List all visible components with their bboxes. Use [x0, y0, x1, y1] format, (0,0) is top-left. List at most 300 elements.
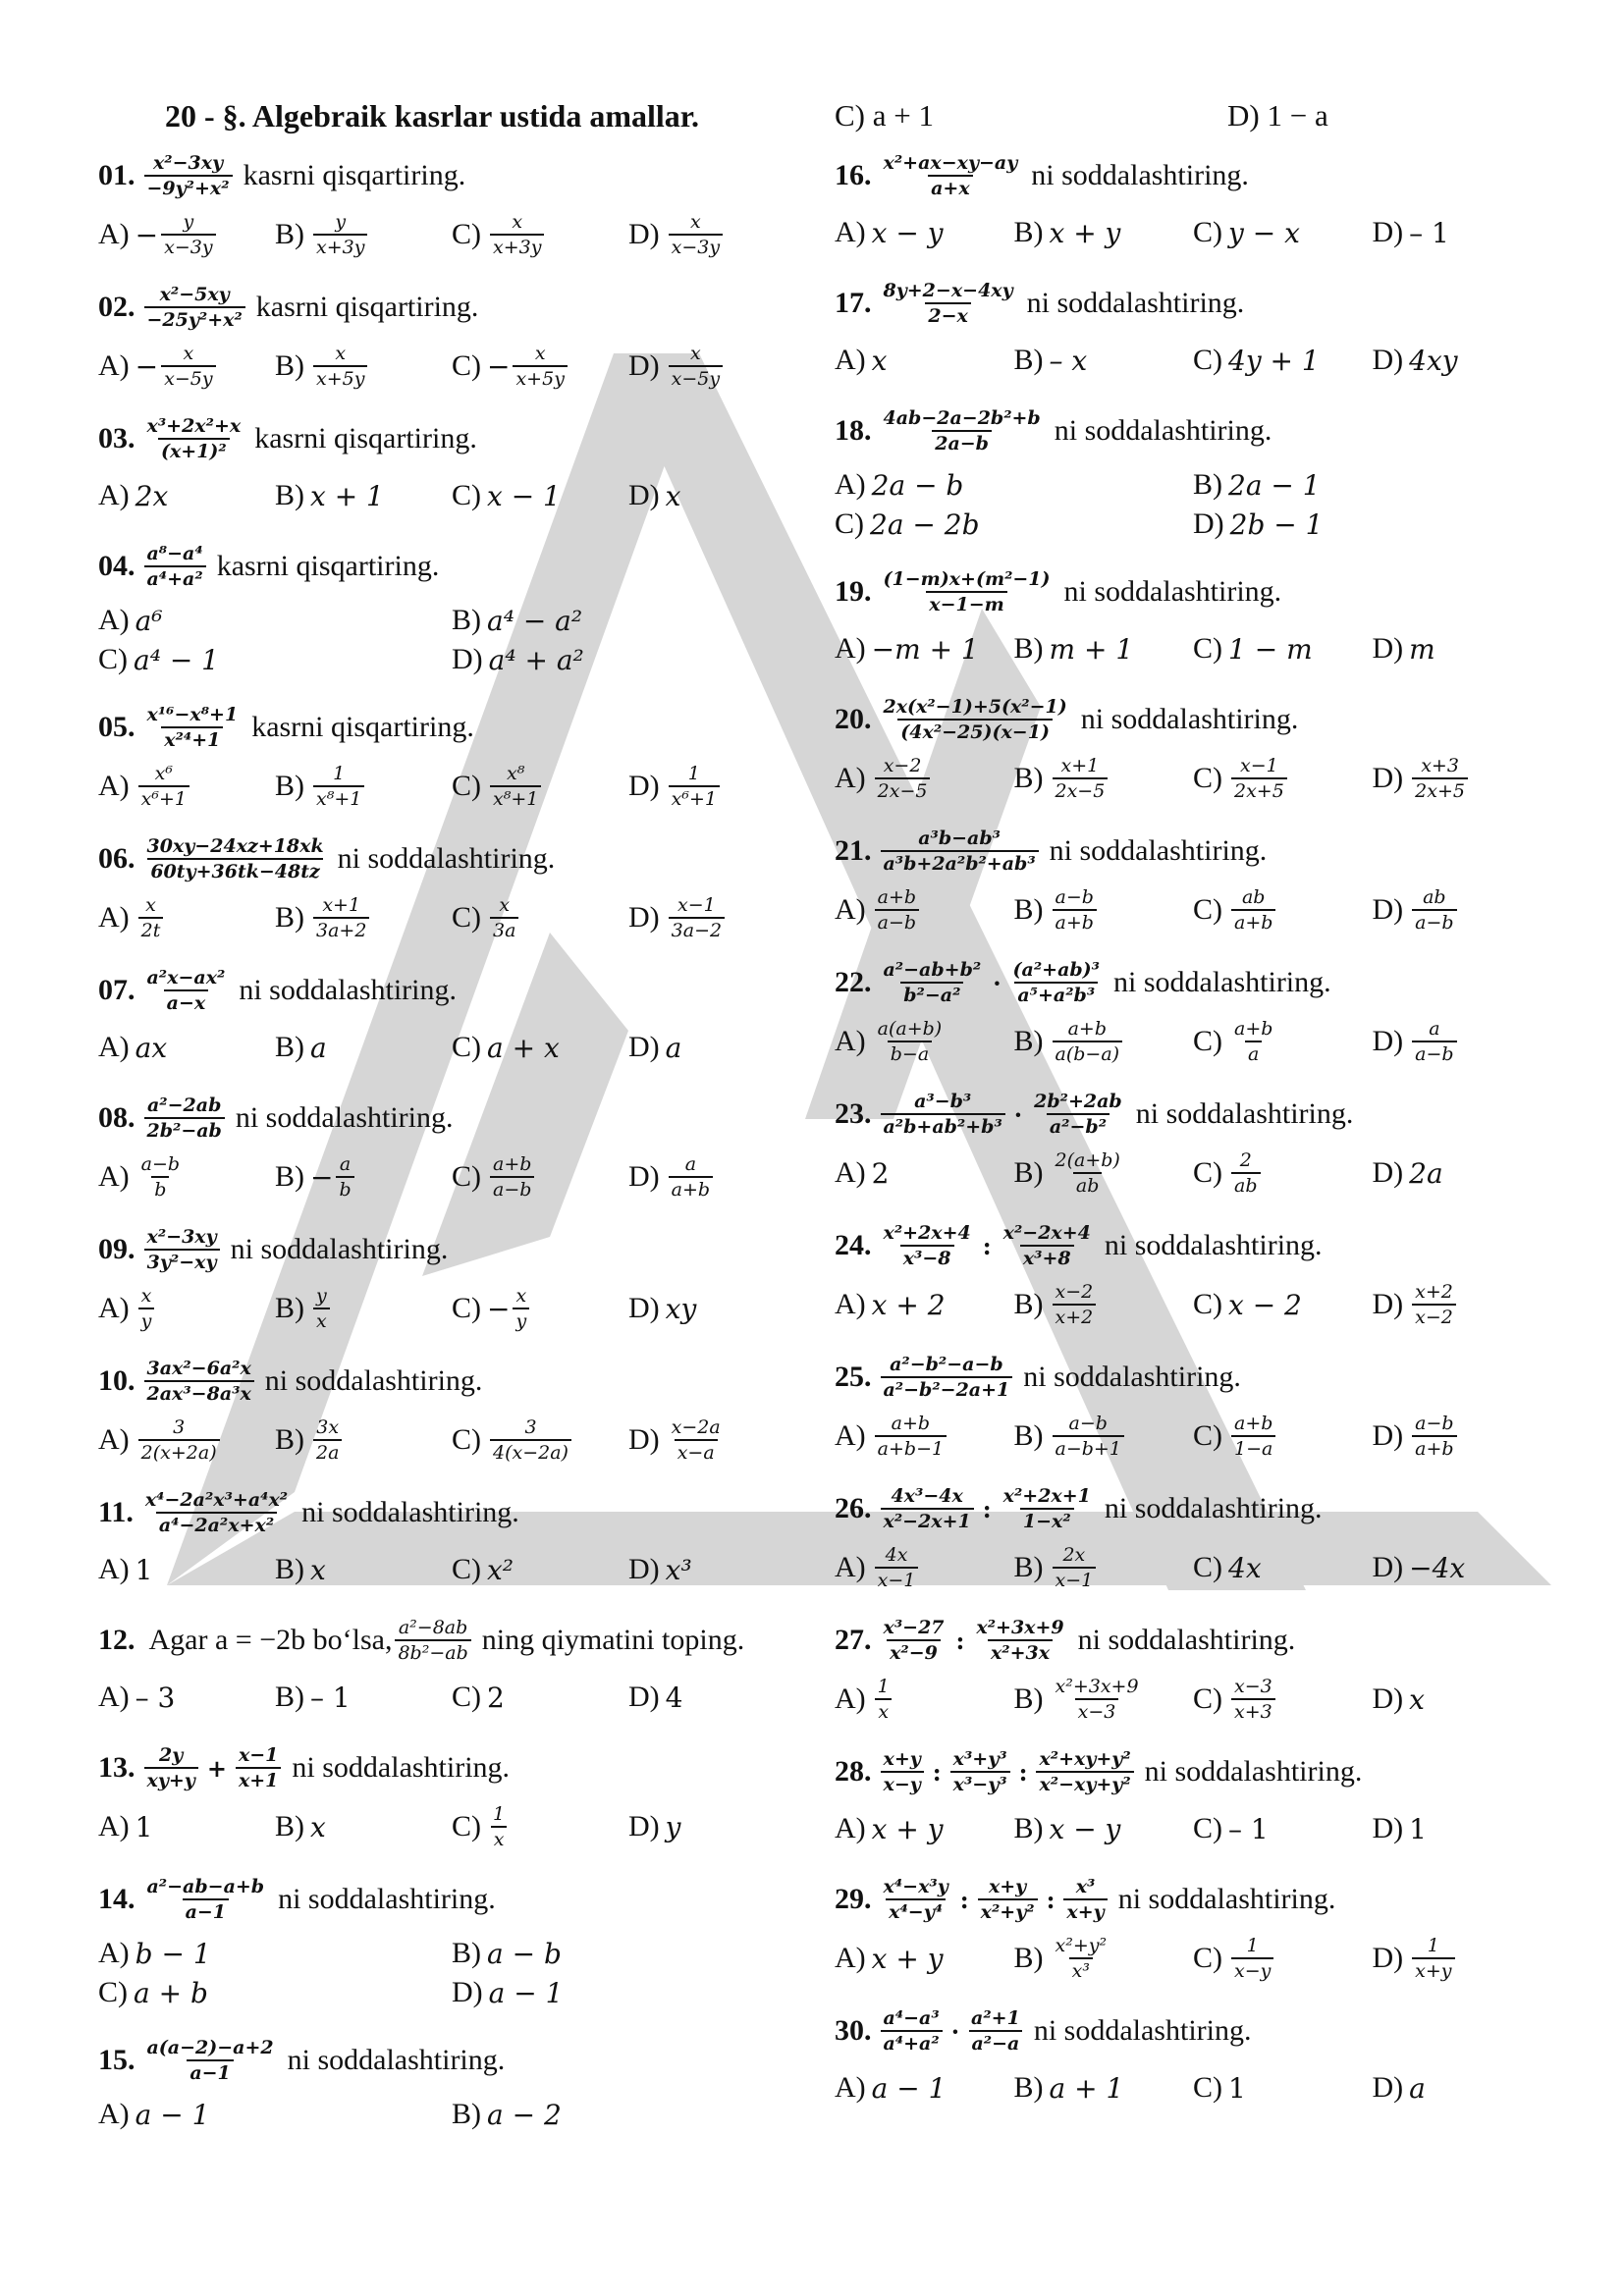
math-value: −m + 1	[871, 632, 979, 666]
fraction	[336, 1152, 353, 1201]
option-letter: C)	[452, 1292, 481, 1324]
operator: :	[932, 1757, 942, 1787]
question-line	[835, 948, 1551, 1017]
answer-option	[275, 1152, 452, 1201]
option-letter: C)	[452, 218, 481, 250]
denominator: 8b²−ab	[395, 1639, 470, 1665]
fraction	[968, 2006, 1023, 2056]
fraction	[313, 893, 369, 942]
numerator: 8y+2−x−4xy	[883, 280, 1013, 301]
answer-options	[835, 1934, 1551, 1983]
instruction-text: ni soddalashtiring.	[264, 1364, 483, 1397]
math-value: x − 2	[1228, 1288, 1302, 1321]
math-value: 2	[487, 1681, 505, 1714]
instruction-text: ni soddalashtiring.	[230, 1233, 449, 1265]
denominator: (4x²−25)(x−1)	[897, 719, 1053, 744]
answer-option	[452, 1973, 805, 2012]
denominator: a⁴+a²	[144, 565, 206, 591]
numerator: 1	[1427, 1935, 1439, 1956]
instruction-text: ning qiymatini toping.	[481, 1624, 745, 1656]
carryover-option-d: D) 1 − a	[1227, 98, 1328, 133]
option-letter: A)	[98, 901, 130, 934]
option-letter: A)	[98, 770, 130, 802]
denominator: a−b	[490, 1176, 534, 1201]
fraction	[1053, 1675, 1142, 1724]
option-letter: A)	[98, 1292, 130, 1324]
option-letter: B)	[452, 604, 481, 636]
fraction	[881, 1353, 1013, 1402]
answer-option	[628, 1415, 805, 1465]
fraction	[1231, 1017, 1275, 1066]
answer-options	[835, 626, 1551, 671]
answer-options	[835, 1412, 1551, 1461]
problem-number: 04.	[98, 550, 135, 582]
fraction	[313, 1415, 342, 1465]
option-letter: C)	[835, 507, 864, 540]
numerator: 4x	[885, 1544, 908, 1566]
denominator: a²b+ab²+b³	[881, 1113, 1005, 1139]
numerator: x⁸	[507, 763, 525, 784]
answer-options	[98, 210, 805, 259]
numerator: x²−2x+4	[1002, 1222, 1091, 1244]
answer-option	[835, 505, 1193, 544]
answer-option	[1014, 210, 1194, 255]
denominator: a	[1245, 1041, 1262, 1066]
option-letter: B)	[1013, 1942, 1044, 1974]
question-line	[835, 1211, 1551, 1280]
denominator: 2a−b	[932, 430, 992, 455]
numerator: x²+3x+9	[1055, 1676, 1139, 1697]
denominator: 3a	[490, 917, 518, 942]
answer-option	[835, 1934, 1014, 1983]
numerator: x−2	[1055, 1281, 1094, 1303]
problem-number: 02.	[98, 291, 135, 323]
numerator: a+b	[1234, 1018, 1273, 1040]
question-line	[98, 1478, 805, 1547]
right-column	[835, 90, 1551, 2124]
fraction	[142, 1488, 291, 1537]
answer-option	[98, 1025, 275, 1070]
math-value: 1	[1228, 2071, 1246, 2105]
option-letter: B)	[452, 2098, 481, 2130]
answer-option	[452, 342, 628, 391]
math-value: a⁴ − a²	[487, 604, 583, 637]
question-line	[98, 1865, 805, 1934]
denominator: 1−x²	[1020, 1508, 1074, 1533]
denominator: x−3	[1075, 1698, 1119, 1724]
numerator: x¹⁶−x⁸+1	[146, 704, 239, 725]
numerator: a	[339, 1153, 352, 1175]
option-letter: B)	[275, 901, 304, 934]
option-letter: C)	[452, 349, 481, 382]
left-problem-list	[98, 141, 805, 2134]
denominator: x³−8	[900, 1245, 954, 1270]
option-letter: A)	[98, 1553, 130, 1585]
option-letter: B)	[1013, 1551, 1044, 1583]
problem-number: 22.	[835, 966, 872, 998]
problem-number: 15.	[98, 2044, 135, 2076]
numerator: x−3	[1234, 1676, 1272, 1697]
option-letter: C)	[452, 479, 481, 511]
denominator: y	[513, 1308, 529, 1333]
option-letter: A)	[835, 468, 866, 501]
operator: :	[982, 1231, 992, 1260]
problem-number: 27.	[835, 1624, 872, 1656]
answer-option	[98, 1415, 275, 1465]
denominator: a−1	[187, 2059, 233, 2085]
math-value: 4x	[1228, 1551, 1262, 1584]
option-letter: C)	[1193, 632, 1222, 665]
answer-option	[835, 465, 1193, 505]
option-letter: C)	[1193, 1551, 1222, 1583]
math-value: xy	[665, 1292, 697, 1325]
denominator: 2−x	[925, 302, 970, 328]
fraction	[144, 2036, 277, 2085]
answer-option	[1193, 1543, 1373, 1592]
answer-option	[452, 1675, 628, 1720]
numerator: a+b	[891, 1413, 931, 1434]
operator: ·	[993, 968, 1001, 997]
math-value: – 1	[1409, 216, 1449, 249]
option-letter: C)	[452, 1423, 481, 1456]
numerator: ab	[1241, 886, 1266, 908]
math-value: x − y	[871, 216, 944, 249]
option-letter: D)	[1372, 893, 1404, 926]
denominator: a+x	[928, 175, 973, 200]
answer-option	[98, 1284, 275, 1333]
problem-item	[98, 273, 805, 391]
problem-item	[98, 693, 805, 811]
option-letter: A)	[835, 632, 866, 665]
instruction-text: ni soddalashtiring.	[292, 1751, 511, 1784]
instruction-text: ni soddalashtiring.	[1104, 1492, 1323, 1524]
math-value: 4	[665, 1681, 683, 1714]
fraction	[950, 1747, 1010, 1796]
fraction	[881, 406, 1044, 455]
numerator: 1	[687, 763, 700, 784]
math-value: −	[487, 1292, 511, 1325]
math-value: a − 1	[871, 2071, 947, 2105]
numerator: 4ab−2a−2b²+b	[883, 407, 1041, 429]
fraction	[144, 834, 327, 883]
answer-option	[452, 601, 805, 640]
numerator: x+y	[883, 1748, 921, 1770]
option-letter: B)	[275, 1160, 304, 1193]
problem-number: 24.	[835, 1229, 872, 1261]
answer-option	[98, 1934, 452, 1973]
option-letter: B)	[1013, 1812, 1044, 1844]
option-letter: D)	[628, 1160, 660, 1193]
option-letter: D)	[1372, 1942, 1404, 1974]
fraction	[1001, 1221, 1094, 1270]
numerator: a+b	[493, 1153, 532, 1175]
answer-options	[98, 1152, 805, 1201]
option-letter: B)	[1013, 1156, 1044, 1189]
instruction-text: ni soddalashtiring.	[1049, 834, 1268, 867]
problem-item	[835, 397, 1551, 544]
answer-option	[1014, 1280, 1194, 1329]
instruction-text: kasrni qisqartiring.	[254, 422, 477, 454]
denominator: x−2	[1412, 1304, 1456, 1329]
question-prefix: Agar a = −2b bo‘lsa,	[148, 1624, 393, 1656]
answer-option	[835, 2065, 1014, 2110]
numerator: 1	[333, 763, 346, 784]
numerator: x	[690, 343, 701, 364]
answer-option	[1014, 1806, 1194, 1851]
numerator: a	[1429, 1018, 1440, 1040]
denominator: x−5y	[669, 365, 723, 391]
option-letter: D)	[1372, 632, 1404, 665]
problem-item	[98, 1215, 805, 1333]
fraction	[313, 342, 367, 391]
denominator: 2(x+2a)	[138, 1439, 220, 1465]
answer-option	[1373, 1280, 1552, 1329]
question-line	[98, 2026, 805, 2095]
problem-item	[835, 141, 1551, 255]
option-letter: C)	[452, 770, 481, 802]
fraction	[490, 1415, 571, 1465]
question-line	[835, 269, 1551, 338]
answer-option	[1373, 885, 1552, 934]
instruction-text: ni soddalashtiring.	[1031, 159, 1249, 191]
option-letter: B)	[275, 1031, 304, 1063]
denominator: x	[491, 1826, 508, 1851]
denominator: x²+3x	[988, 1639, 1053, 1665]
answer-option	[628, 1802, 805, 1851]
instruction-text: ni soddalashtiring.	[1026, 287, 1245, 319]
math-value: 2b − 1	[1229, 507, 1324, 541]
denominator: x³	[1069, 1957, 1093, 1983]
instruction-text: ni soddalashtiring.	[1135, 1097, 1354, 1130]
numerator: x+y	[988, 1876, 1027, 1897]
numerator: ab	[1423, 886, 1446, 908]
numerator: a²−ab−a+b	[146, 1876, 265, 1897]
denominator: x+2	[1053, 1304, 1097, 1329]
denominator: ab	[1073, 1172, 1103, 1198]
option-letter: C)	[1193, 893, 1222, 926]
fraction	[1053, 1543, 1097, 1592]
question-line	[835, 1343, 1551, 1412]
denominator: x+y	[1063, 1898, 1107, 1924]
answer-options	[98, 601, 805, 679]
option-letter: C)	[1193, 1942, 1222, 1974]
denominator: b	[151, 1176, 169, 1201]
denominator: x+1	[236, 1767, 281, 1792]
problem-number: 17.	[835, 287, 872, 319]
numerator: (1−m)x+(m²−1)	[883, 568, 1051, 590]
option-letter: D)	[1372, 1025, 1404, 1057]
answer-option	[452, 640, 805, 679]
denominator: a⁴+a²	[881, 2030, 943, 2056]
fraction	[1412, 1934, 1454, 1983]
operator: :	[1018, 1757, 1028, 1787]
answer-option	[835, 885, 1014, 934]
problem-item	[98, 1865, 805, 2012]
right-problem-list	[835, 141, 1551, 2110]
numerator: a²−ab+b²	[883, 959, 982, 981]
fraction	[313, 1284, 330, 1333]
math-value: −4x	[1409, 1551, 1466, 1584]
math-value: 2a − 2b	[870, 507, 980, 541]
fraction	[1231, 885, 1275, 934]
answer-option	[1193, 465, 1551, 505]
answer-options	[835, 1148, 1551, 1198]
numerator: x+2	[1415, 1281, 1453, 1303]
answer-option	[275, 1025, 452, 1070]
option-letter: A)	[835, 344, 866, 376]
math-value: a + 1	[1049, 2071, 1124, 2105]
answer-options	[98, 473, 805, 518]
denominator: y	[138, 1308, 155, 1333]
option-letter: B)	[275, 1292, 304, 1324]
denominator: 2x+5	[1412, 777, 1468, 803]
option-letter: B)	[1013, 762, 1044, 794]
problem-item	[835, 1474, 1551, 1592]
answer-options	[98, 1415, 805, 1465]
math-value: a	[1409, 2071, 1426, 2105]
numerator: a+b	[1067, 1018, 1107, 1040]
answer-option	[835, 1017, 1014, 1066]
answer-option	[1193, 338, 1373, 383]
option-letter: C)	[1193, 1682, 1222, 1715]
fraction	[395, 1616, 470, 1665]
problem-item	[98, 1084, 805, 1201]
operator: :	[982, 1494, 992, 1523]
numerator: x−1	[677, 894, 716, 916]
math-value: x	[665, 479, 681, 512]
instruction-text: ni soddalashtiring.	[1023, 1361, 1241, 1393]
fraction	[669, 342, 723, 391]
answer-options	[835, 885, 1551, 934]
instruction-text: ni soddalashtiring.	[337, 842, 556, 875]
math-value: a − 1	[488, 1976, 564, 2009]
section-title: 20 - §. Algebraik kasrlar ustida amallar.	[165, 98, 700, 133]
denominator: x+5y	[513, 365, 567, 391]
denominator: x²+y²	[978, 1898, 1038, 1924]
option-letter: B)	[275, 1681, 304, 1713]
fraction	[490, 210, 544, 259]
numerator: 4x³−4x	[891, 1485, 963, 1507]
option-letter: A)	[835, 893, 866, 926]
option-letter: C)	[98, 1976, 128, 2008]
answer-options	[98, 1025, 805, 1070]
option-letter: D)	[1372, 1812, 1404, 1844]
fraction	[881, 1221, 974, 1270]
fraction	[881, 695, 1070, 744]
question-line	[98, 1347, 805, 1415]
fraction	[875, 1412, 947, 1461]
denominator: x	[875, 1698, 892, 1724]
question-line	[98, 273, 805, 342]
answer-option	[835, 626, 1014, 671]
answer-option	[1193, 1675, 1373, 1724]
numerator: 2b²+2ab	[1034, 1091, 1122, 1112]
option-letter: C)	[452, 901, 481, 934]
denominator: a²−a	[969, 2030, 1023, 2056]
answer-options	[98, 893, 805, 942]
math-value: m + 1	[1049, 632, 1134, 666]
problem-item	[98, 1606, 805, 1720]
answer-option	[1193, 626, 1373, 671]
denominator: ab	[1231, 1172, 1261, 1198]
instruction-text: ni soddalashtiring.	[1033, 2014, 1252, 2047]
answer-option	[452, 1802, 628, 1851]
problem-number: 20.	[835, 703, 872, 735]
option-letter: A)	[98, 1423, 130, 1456]
option-letter: D)	[628, 479, 660, 511]
option-letter: A)	[835, 1812, 866, 1844]
answer-option	[1373, 338, 1552, 383]
numerator: x	[515, 1285, 527, 1307]
answer-option	[1014, 1934, 1194, 1983]
fraction	[144, 703, 242, 752]
answer-options	[98, 1284, 805, 1333]
math-value: x − y	[1049, 1812, 1121, 1845]
denominator: 2b²−ab	[144, 1117, 225, 1143]
operator: :	[1046, 1885, 1056, 1914]
option-letter: A)	[835, 1288, 866, 1320]
numerator: a⁴−a³	[883, 2007, 940, 2029]
denominator: x−1	[1053, 1567, 1097, 1592]
answer-option	[275, 1802, 452, 1851]
answer-option	[275, 1547, 452, 1592]
answer-options	[835, 1675, 1551, 1724]
instruction-text: kasrni qisqartiring.	[243, 159, 466, 191]
answer-options	[98, 762, 805, 811]
math-value: 1	[1409, 1812, 1427, 1845]
answer-option	[98, 1802, 275, 1851]
answer-option	[1373, 210, 1552, 255]
numerator: a²−b²−a−b	[890, 1354, 1003, 1375]
option-letter: A)	[835, 1682, 866, 1715]
answer-option	[1193, 1148, 1373, 1198]
denominator: 2t	[138, 917, 164, 942]
numerator: a⁸−a⁴	[146, 543, 203, 564]
fraction	[1231, 1148, 1261, 1198]
numerator: y	[316, 1285, 327, 1307]
fraction	[144, 151, 233, 200]
denominator: x²⁴+1	[161, 726, 223, 752]
problem-item	[835, 685, 1551, 803]
option-letter: B)	[1013, 632, 1044, 665]
problem-number: 05.	[98, 711, 135, 743]
option-letter: A)	[98, 218, 130, 250]
fraction	[881, 958, 985, 1007]
math-value: a⁴ − 1	[134, 643, 219, 676]
fraction	[138, 893, 164, 942]
question-line	[98, 404, 805, 473]
numerator: y	[183, 211, 194, 233]
answer-option	[275, 342, 452, 391]
numerator: x²+y²	[1055, 1935, 1108, 1956]
answer-option	[98, 893, 275, 942]
denominator: a−b	[1412, 909, 1456, 934]
answer-option	[98, 640, 452, 679]
question-line	[98, 532, 805, 601]
option-letter: B)	[452, 1937, 481, 1969]
math-value: x³	[665, 1553, 692, 1586]
math-value: – 1	[1228, 1812, 1269, 1845]
fraction	[1053, 1412, 1124, 1461]
operator: ·	[1013, 1099, 1023, 1129]
fraction	[1231, 1675, 1275, 1724]
math-value: 2a − 1	[1228, 468, 1321, 502]
option-letter: B)	[1013, 1025, 1044, 1057]
answer-option	[1373, 1148, 1552, 1198]
fraction	[881, 151, 1021, 200]
answer-option	[835, 338, 1014, 383]
answer-option	[275, 1415, 452, 1465]
